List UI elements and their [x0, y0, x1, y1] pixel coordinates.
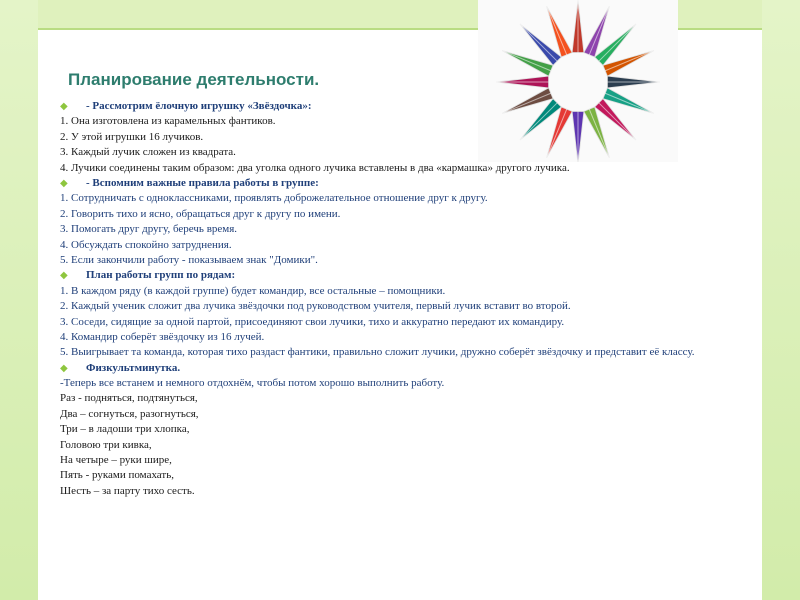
diamond-bullet-icon: ◆: [60, 101, 68, 112]
list-item: Три – в ладоши три хлопка,: [60, 423, 190, 436]
list-item: Пять - руками помахать,: [60, 469, 174, 482]
list-item: 2. У этой игрушки 16 лучиков.: [60, 130, 204, 143]
list-item: -Теперь все встанем и немного отдохнём, чтобы потом хорошо выполнить работу.: [60, 376, 445, 389]
diamond-bullet-icon: ◆: [60, 270, 68, 282]
diamond-bullet-icon: ◆: [60, 362, 68, 374]
list-item: 4. Обсуждать спокойно затруднения.: [60, 238, 232, 251]
section-heading-rules: ◆ - Вспомним важные правила работы в группе:: [60, 176, 728, 191]
page-title: Планирование деятельности.: [68, 70, 320, 89]
list-item: 3. Помогать друг другу, беречь время.: [60, 223, 238, 236]
list-item: 2. Говорить тихо и ясно, обращаться друг к другу по имени.: [60, 207, 341, 220]
list-item: 4. Лучики соединены таким образом: два уголка одного лучика вставлены в два «кармашка» другого лучика.: [60, 161, 570, 174]
list-item: Головою три кивка,: [60, 438, 152, 451]
slide-content: [60, 99, 728, 499]
star-ray-highlight: [599, 24, 636, 61]
list-item: На четыре – руки шире,: [60, 453, 172, 466]
diamond-bullet-icon: ◆: [60, 178, 68, 190]
list-item: 1. Сотрудничать с одноклассниками, проявлять доброжелательное отношение друг к другу.: [60, 192, 488, 205]
list-item: 3. Каждый лучик сложен из квадрата.: [60, 146, 236, 159]
list-item: 2. Каждый ученик сложит два лучика звёздочки под руководством учителя, первый лучик вставит во второй.: [60, 300, 571, 313]
list-item: 1. В каждом ряду (в каждой группе) будет командир, все остальные – помощники.: [60, 284, 446, 297]
section-heading-toy: ◆ - Рассмотрим ёлочную игрушку «Звёздочка»:: [60, 99, 728, 114]
list-item: Шесть – за парту тихо сесть.: [60, 484, 195, 497]
list-item: 5. Выигрывает та команда, которая тихо раздаст фантики, правильно сложит лучики, дружно соберёт звёздочку и представит её классу.: [60, 345, 695, 358]
list-item: 5. Если закончили работу - показываем знак "Домики".: [60, 254, 318, 267]
list-item: 1. Она изготовлена из карамельных фантиков.: [60, 115, 276, 128]
list-item: 4. Командир соберёт звёздочку из 16 лучей.: [60, 331, 265, 344]
list-item: 3. Соседи, сидящие за одной партой, присоединяют свои лучики, тихо и аккуратно передают их командиру.: [60, 315, 565, 328]
section-heading-exercise: ◆ Физкультминутка.: [60, 361, 728, 376]
star-ray-highlight: [520, 24, 557, 61]
section-heading-plan: ◆ План работы групп по рядам:: [60, 268, 728, 283]
list-item: Раз - подняться, подтянуться,: [60, 392, 198, 405]
list-item: Два – согнуться, разогнуться,: [60, 407, 199, 420]
